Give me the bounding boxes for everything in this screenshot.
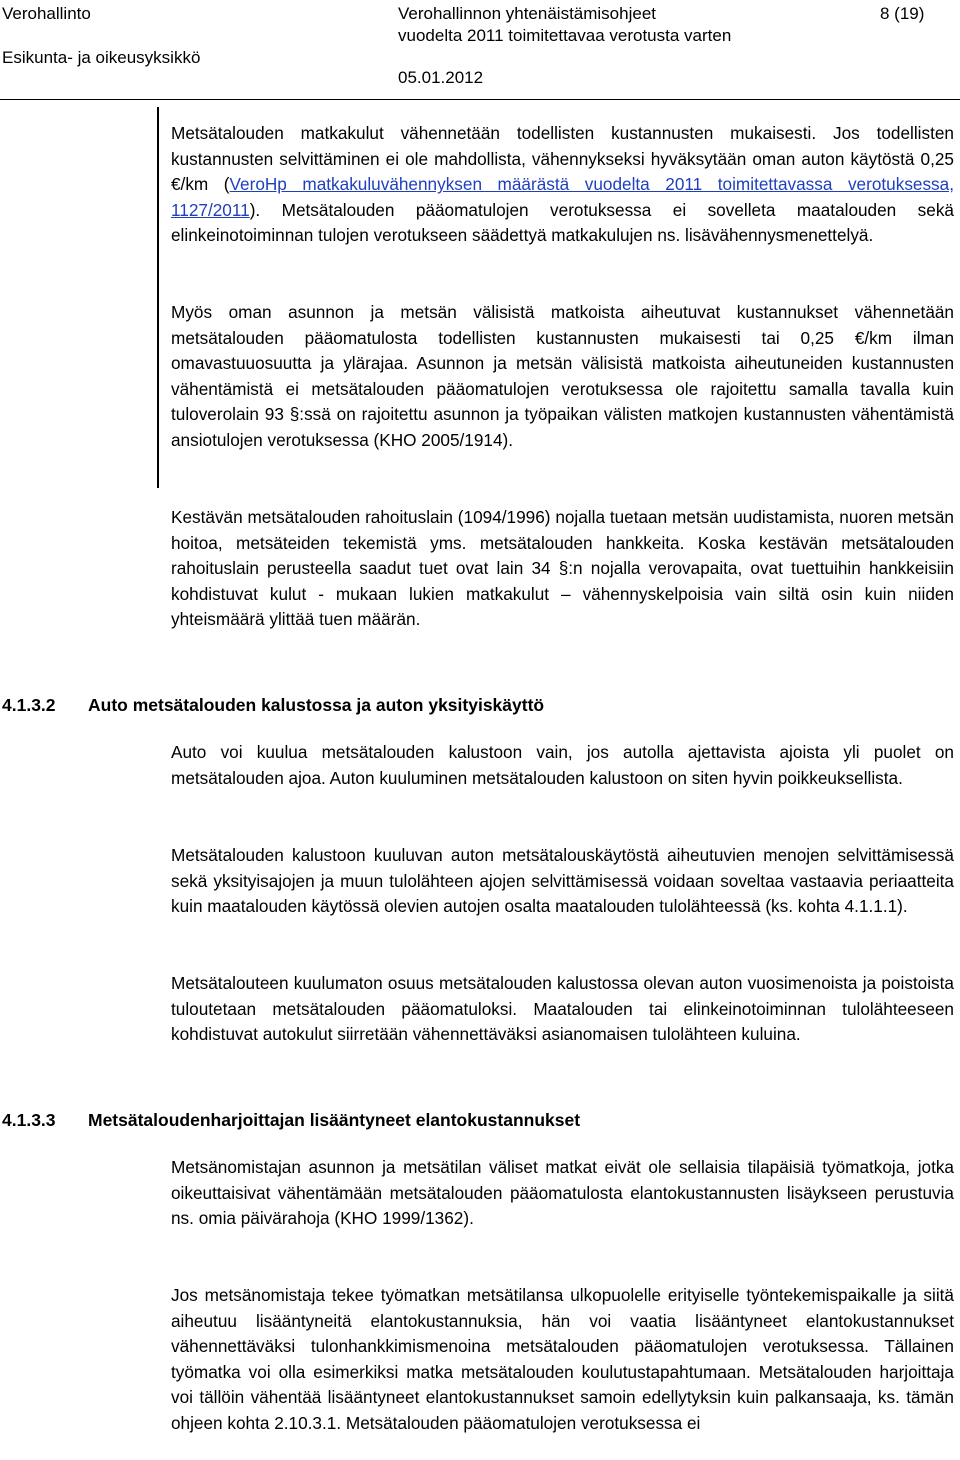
header-unit: Esikunta- ja oikeusyksikkö <box>2 48 201 67</box>
paragraph-work-trip: Jos metsänomistaja tekee työmatkan metsätilansa ulkopuolelle erityiselle työntekemispaikalle ja siitä aiheutuu lisääntyneitä elantokustannuksia, hän voi vaatia lisääntyneet elantokustannukset vähennettäväksi tulonhankkimismenoina metsätalouden pääomatulojen verotuksessa. Tällainen työmatka voi olla esimerkiksi matka metsätalouden koulutustapahtumaan. Metsätalouden harjoittaja voi tällöin vähentää lisääntyneet elantokustannukset samoin edellytyksin kuin palkansaaja, ks. tämän ohjeen kohta 2.10.3.1. Metsätalouden pääomatulojen verotuksessa ei <box>171 1285 954 1433</box>
paragraph-living-costs: Metsänomistajan asunnon ja metsätilan väliset matkat eivät ole sellaisia tilapäisiä työmatkoja, jotka oikeuttaisivat vähentämään metsätalouden pääomatulosta elantokustannusten lisäykseen perustuvia ns. omia päivärahoja (KHO 1999/1362). <box>171 1157 954 1229</box>
paragraph-car-in-equipment: Auto voi kuulua metsätalouden kalustoon vain, jos autolla ajettavista ajoista yli puolet on metsätalouden ajoa. Auton kuuluminen metsätalouden kalustoon on siten hyvin poikkeuksellista. <box>171 742 954 788</box>
paragraph-forestry-funding: Kestävän metsätalouden rahoituslain (1094/1996) nojalla tuetaan metsän uudistamista, nuoren metsän hoitoa, metsäteiden tekemistä yms. metsätalouden hankkeita. Koska kestävän metsätalouden rahoituslain perusteella saadut tuet ovat lain 34 §:n nojalla verovapaita, ovat tuettuihin hankkeisiin kohdistuvat kulut - mukaan lukien matkakulut – vähennyskelpoisia vain siltä osin kuin niiden yhteismäärä ylittää tuen määrän. <box>171 507 954 630</box>
section-number: 4.1.3.2 <box>2 695 56 715</box>
header-doc-title: Verohallinnon yhtenäistämisohjeet <box>398 4 657 23</box>
page-number: 8 (19) <box>880 4 925 23</box>
section-heading-4-1-3-3 <box>2 1108 580 1132</box>
paragraph-travel-expenses <box>171 121 954 249</box>
paragraph-car-expenses: Metsätalouden kalustoon kuuluvan auton metsätalouskäytöstä aiheutuvien menojen selvittämisessä sekä yksityisajojen ja muun tulolähteen ajojen selvittämisessä voidaan soveltaa vastaavia periaatteita kuin maatalouden käytössä olevien autojen osalta maatalouden tulolähteessä (ks. kohta 4.1.1.1). <box>171 845 954 917</box>
section-title: Metsätaloudenharjoittajan lisääntyneet elantokustannukset <box>88 1110 581 1130</box>
paragraph-home-forest-trips: Myös oman asunnon ja metsän välisistä matkoista aiheutuvat kustannukset vähennetään metsätalouden pääomatulosta todellisten kustannusten mukaisesti tai 0,25 €/km ilman omavastuuosuutta ja ylärajaa. Asunnon ja metsän välisistä matkoista aiheutuneiden kustannusten vähentämistä ei metsätalouden pääomatulojen verotuksessa ole rajoitettu samalla tavalla kuin tuloverolain 93 §:ssä on rajoitettu asunnon ja työpaikan välisten matkojen kustannusten vähentämistä ansiotulojen verotuksessa (KHO 2005/1914). <box>171 302 954 450</box>
paragraph-text: ). Metsätalouden pääomatulojen verotuksessa ei sovelleta maatalouden sekä elinkeinotoiminnan tulojen verotukseen säädettyä matkakulujen ns. lisävähennysmenettelyä. <box>171 199 954 246</box>
paragraph-text: Metsätalouden matkakulut vähennetään todellisten kustannusten mukaisesti. Jos todellisten kustannusten selvittäminen ei ole mahdollista, vähennykseksi hyväksytään oman auton käytöstä 0,25 €/km ( <box>171 123 954 195</box>
section-number: 4.1.3.3 <box>2 1110 56 1130</box>
paragraph-car-private-share: Metsätalouteen kuulumaton osuus metsätalouden kalustossa olevan auton vuosimenoista ja poistoista tuloutetaan metsätalouden pääomatuloksi. Maatalouden tai elinkeinotoiminnan tulolähteeseen kohdistuvat autokulut siirretään vähennettäväksi asianomaisen tulolähteen kuluina. <box>171 973 954 1045</box>
header-doc-subtitle: vuodelta 2011 toimitettavaa verotusta varten <box>398 26 732 45</box>
section-heading-4-1-3-2 <box>2 693 544 717</box>
header-divider <box>0 99 960 100</box>
verohp-decision-link[interactable]: VeroHp matkakuluvähennyksen määrästä vuodelta 2011 toimitettavassa verotuksessa, 1127/2011 <box>171 174 954 220</box>
change-bar <box>157 107 159 488</box>
section-title: Auto metsätalouden kalustossa ja auton yksityiskäyttö <box>88 695 545 715</box>
header-date: 05.01.2012 <box>398 68 484 87</box>
page-header <box>0 0 960 100</box>
header-org: Verohallinto <box>2 4 91 23</box>
